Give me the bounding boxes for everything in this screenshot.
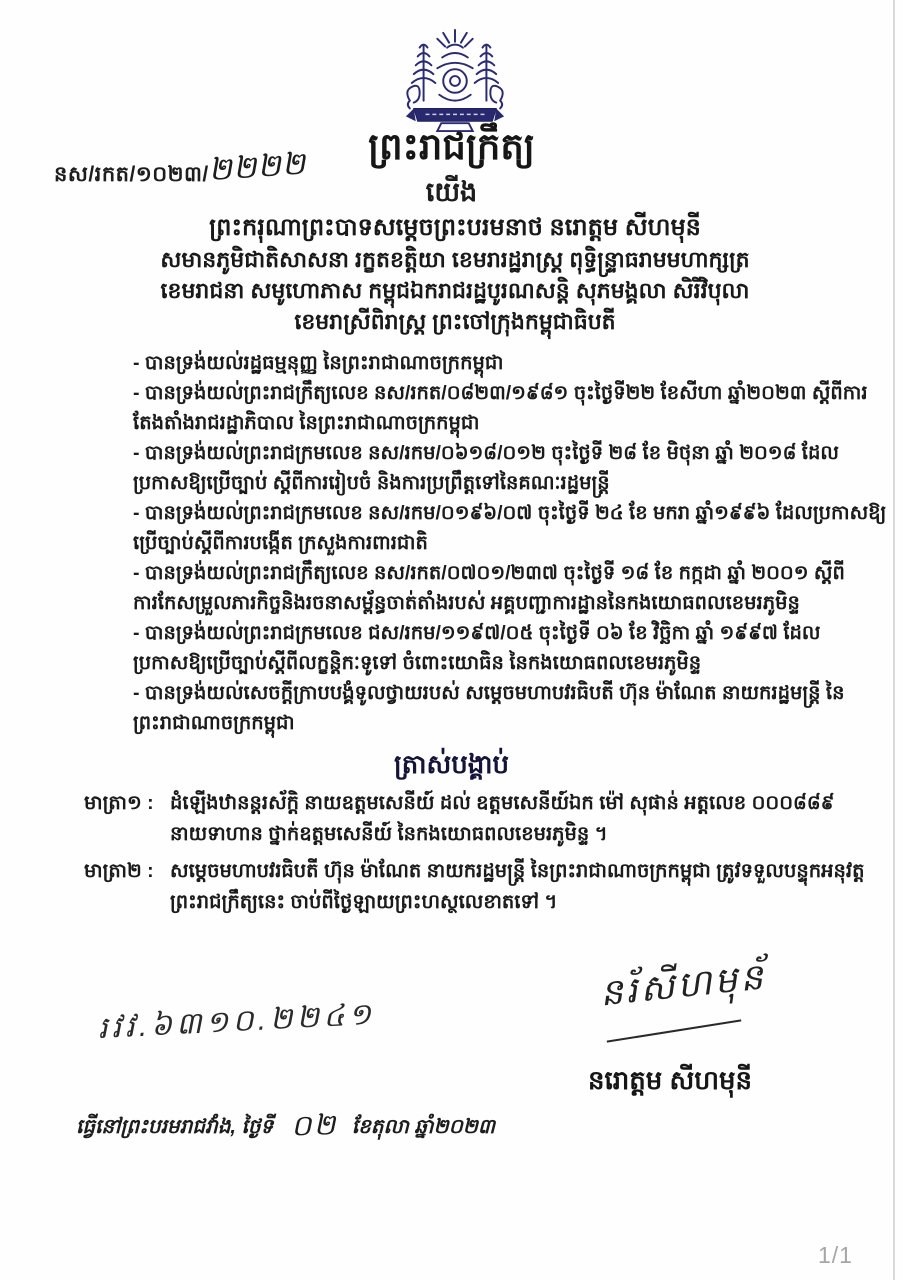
- article-2-text: សម្តេចមហាបវរធិបតី ហ៊ុន ម៉ាណែត នាយករដ្ឋមន្ត្រី នៃព្រះរាជាណាចក្រកម្ពុជា ត្រូវទទួលបន្ទុកអនុវត្តព្រះរាជក្រឹត្យនេះ ចាប់ពីថ្ងៃឡាយព្រះហស្ថលេខាតទៅ ។: [170, 860, 865, 913]
- page-edge-line: [893, 0, 895, 1280]
- signatory-printed-name: នរោត្តម សីហមុនី: [587, 1065, 752, 1095]
- article-2: [84, 856, 874, 918]
- page-indicator: 1/1: [818, 1242, 853, 1268]
- royal-title-block: [60, 212, 850, 337]
- royal-title-line: ខេមរាជនា សមូហោភាស កម្ពុជឯករាជរដ្ឋបូរណសន្តិ សុភមង្គលា សិរីវិបុលា: [160, 278, 750, 303]
- handwritten-day: ០២: [290, 1109, 339, 1143]
- recitals-list: [133, 348, 890, 738]
- recital-item: - បានទ្រង់យល់ព្រះរាជក្រឹត្យលេខ នស/រកត/០៨២៣/១៩៨១ ចុះថ្ងៃទី២២ ខែសីហា ឆ្នាំ២០២៣ ស្តីពីការតែងតាំងរាជរដ្ឋាភិបាល នៃព្រះរាជាណាចក្រកម្ពុជា: [133, 382, 868, 434]
- recital-item: - បានទ្រង់យល់រដ្ឋធម្មនុញ្ញ នៃព្រះរាជាណាចក្រកម្ពុជា: [133, 352, 504, 374]
- date-line-prefix: ធ្វើនៅព្រះបរមរាជវាំង, ថ្ងៃទី: [76, 1116, 274, 1138]
- recital-item: - បានទ្រង់យល់ព្រះរាជក្រមលេខ ជស/រកម/១១៩៧/០៥ ចុះថ្ងៃទី ០៦ ខែ វិច្ឆិកា ឆ្នាំ ១៩៩៧ ដែលប្រកាសឱ្យប្រើច្បាប់ស្តីពីលក្ខន្តិកៈទូទៅ ចំពោះយោធិន នៃកងយោធពលខេមរភូមិន្ទ: [133, 622, 821, 674]
- article-1: [84, 788, 874, 850]
- order-heading: ត្រាស់បង្គាប់: [393, 749, 510, 779]
- handwritten-registry-note: រវវ.៦៣១០.២២៤១: [97, 997, 376, 1046]
- place-and-date-line: [76, 1106, 495, 1148]
- signature-underline: [607, 1019, 742, 1042]
- reference-handwritten-number: ២២២២: [207, 145, 308, 188]
- date-line-suffix: ខែតុលា ឆ្នាំ២០២៣: [351, 1116, 495, 1138]
- royal-title-line: សមានភូមិជាតិសាសនា រក្ខតខត្តិយា ខេមរារដ្ឋរាស្ត្រ ពុទ្ធិន្ទ្រាធរាមមហាក្សត្រ: [160, 247, 750, 272]
- articles-section: [84, 788, 874, 924]
- recital-item: - បានទ្រង់យល់ព្រះរាជក្រមលេខ នស/រកម/០៦១៨/០១២ ចុះថ្ងៃទី ២៨ ខែ មិថុនា ឆ្នាំ ២០១៨ ដែលប្រកាសឱ្យប្រើច្បាប់ ស្តីពីការរៀបចំ និងការប្រព្រឹត្តទៅនៃគណៈរដ្ឋមន្ត្រី: [133, 442, 839, 494]
- document-subtitle-we: យើង: [425, 177, 478, 207]
- reference-prefix: នស/រកត/១០២៣/: [54, 163, 209, 186]
- article-1-label: មាត្រា១ :: [84, 792, 154, 814]
- recital-item: - បានទ្រង់យល់ព្រះរាជក្រមលេខ នស/រកម/០១៩៦/០៧ ចុះថ្ងៃទី ២៤ ខែ មករា ឆ្នាំ១៩៩៦ ដែលប្រកាសឱ្យប្រើច្បាប់ស្តីពីការបង្កើត ក្រសួងការពារជាតិ: [133, 502, 887, 554]
- royal-signature-handwriting: នរ័សីហមុន័: [597, 955, 768, 1014]
- recital-item: - បានទ្រង់យល់ព្រះរាជក្រឹត្យលេខ នស/រកត/០៧០១/២៣៧ ចុះថ្ងៃទី ១៨ ខែ កក្កដា ឆ្នាំ ២០០១ ស្តីពីការកែសម្រួលភារកិច្ចនិងរចនាសម្ព័ន្ធចាត់តាំងរបស់ អគ្គបញ្ជាការដ្ឋាននៃកងយោធពលខេមរភូមិន្ទ: [133, 562, 845, 614]
- royal-title-line: ព្រះករុណាព្រះបាទសម្តេចព្រះបរមនាថ នរោត្តម សីហមុនី: [209, 214, 701, 241]
- document-title: ព្រះរាជក្រឹត្យ: [368, 126, 535, 167]
- recital-item: - បានទ្រង់យល់សេចក្តីក្រាបបង្គំទូលថ្វាយរបស់ សម្តេចមហាបវរធិបតី ហ៊ុន ម៉ាណែត នាយករដ្ឋមន្ត្រី នៃព្រះរាជាណាចក្រកម្ពុជា: [133, 682, 845, 734]
- article-2-label: មាត្រា២ :: [84, 860, 154, 882]
- royal-title-line: ខេមរាស្រីពិរាស្ត្រ ព្រះចៅក្រុងកម្ពុជាធិបតី: [294, 309, 616, 334]
- royal-arms-icon: [396, 26, 514, 134]
- article-1-text: ដំឡើងឋានន្តរស័ក្តិ នាយឧត្តមសេនីយ៍ ដល់ ឧត្តមសេនីយ៍ឯក ម៉ៅ សុផាន់ អត្តលេខ ០០០៨៨៩ នាយទាហាន ថ្នាក់ឧត្តមសេនីយ៍ នៃកងយោធពលខេមរភូមិន្ទ ។: [170, 792, 835, 845]
